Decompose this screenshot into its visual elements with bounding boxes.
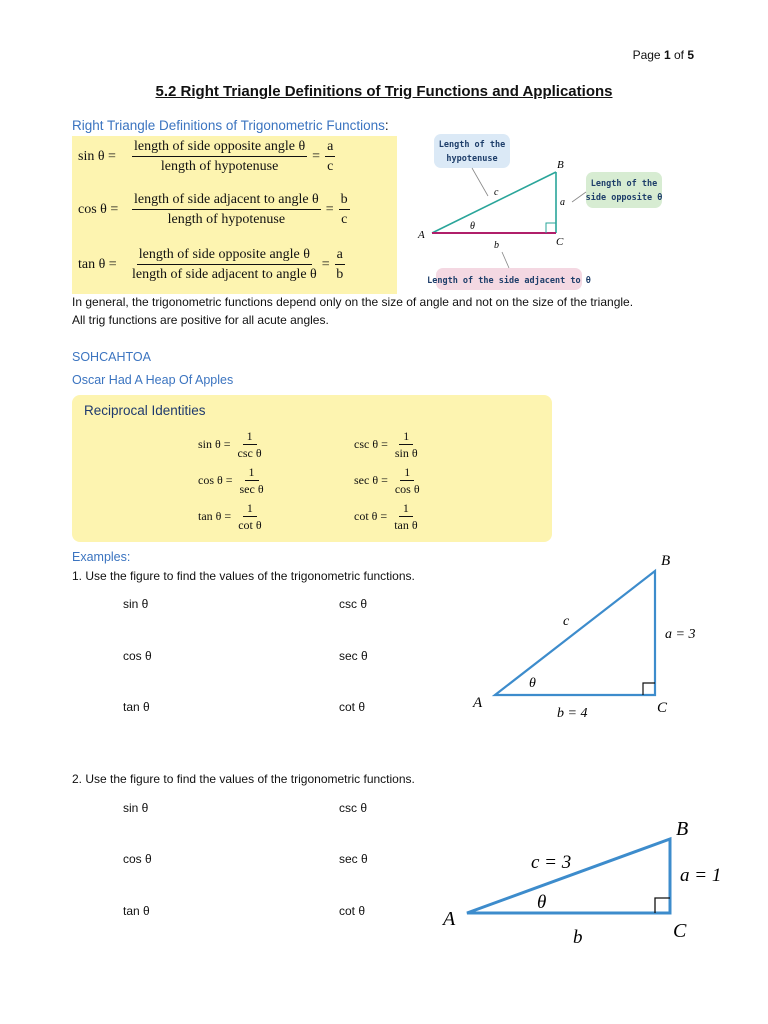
ex2-vertex-a: A bbox=[443, 908, 456, 930]
general-statement: In general, the trigonometric functions depend only on the size of angle and not on the size of the triangle. bbox=[72, 295, 634, 309]
mnemonic-sohcahtoa: SOHCAHTOA bbox=[72, 350, 151, 364]
vertex-c: C bbox=[556, 236, 564, 248]
examples-heading: Examples: bbox=[72, 550, 131, 564]
ex1-side-c: c bbox=[563, 614, 570, 629]
positive-statement: All trig functions are positive for all acute angles. bbox=[72, 313, 329, 327]
ex2-sin-label: sin θ bbox=[123, 801, 149, 815]
ex2-sec-label: sec θ bbox=[339, 852, 368, 866]
cot-reciprocal: cot θ = $\frac{1}{\text{tan θ}}$ bbox=[354, 501, 418, 532]
csc-reciprocal: csc θ = $\frac{1}{\text{sin θ}}$ bbox=[354, 429, 418, 460]
hypotenuse-side bbox=[432, 172, 556, 233]
tan-definition: tan θ = $\frac{\text{length of side opposite angle θ}}{\text{length of side adjacent to angle θ}}$ = $\frac{a}{b}$ bbox=[78, 247, 344, 282]
example-1-triangle bbox=[465, 545, 725, 725]
ex1-sec-label: sec θ bbox=[339, 649, 368, 663]
labeled-triangle-diagram bbox=[410, 132, 690, 294]
ex2-side-b: b bbox=[573, 927, 583, 948]
ex2-vertex-b: B bbox=[676, 818, 689, 840]
theta-label: θ bbox=[470, 221, 475, 232]
ex2-triangle-shape bbox=[467, 839, 670, 913]
mnemonic-oscar: Oscar Had A Heap Of Apples bbox=[72, 373, 234, 387]
ex1-theta: θ bbox=[529, 676, 536, 691]
ex1-cos-label: cos θ bbox=[123, 649, 152, 663]
ex1-side-a: a = 3 bbox=[665, 627, 696, 642]
vertex-b: B bbox=[557, 159, 564, 171]
side-c-label: c bbox=[494, 187, 499, 198]
tan-reciprocal: tan θ = $\frac{1}{\text{cot θ}}$ bbox=[198, 501, 262, 532]
definitions-heading: Right Triangle Definitions of Trigonometric Functions: bbox=[72, 118, 389, 133]
definitions-box bbox=[72, 136, 397, 294]
reciprocal-title: Reciprocal Identities bbox=[84, 403, 206, 418]
ex2-cot-label: cot θ bbox=[339, 904, 366, 918]
hypotenuse-callout-line2: hypotenuse bbox=[446, 154, 498, 164]
reciprocal-identities-box bbox=[72, 395, 552, 542]
ex2-cos-label: cos θ bbox=[123, 852, 152, 866]
sin-reciprocal: sin θ = $\frac{1}{\text{csc θ}}$ bbox=[198, 429, 262, 460]
ex2-vertex-c: C bbox=[673, 920, 687, 942]
ex1-triangle-shape bbox=[495, 571, 655, 695]
ex1-vertex-b: B bbox=[661, 553, 671, 569]
example-2-triangle bbox=[435, 805, 735, 965]
side-a-label: a bbox=[560, 197, 565, 208]
cos-reciprocal: cos θ = $\frac{1}{\text{sec θ}}$ bbox=[198, 465, 264, 496]
ex2-side-a: a = 1 bbox=[680, 865, 722, 886]
ex1-side-b: b = 4 bbox=[557, 706, 588, 721]
hypotenuse-callout-line1: Length of the bbox=[438, 140, 506, 150]
sec-reciprocal: sec θ = $\frac{1}{\text{cos θ}}$ bbox=[354, 465, 420, 496]
ex1-vertex-c: C bbox=[657, 700, 668, 716]
ex1-sin-label: sin θ bbox=[123, 597, 149, 611]
ex2-theta: θ bbox=[537, 892, 547, 913]
ex1-cot-label: cot θ bbox=[339, 700, 366, 714]
page-title: 5.2 Right Triangle Definitions of Trig Functions and Applications bbox=[155, 83, 613, 100]
cos-definition: cos θ = $\frac{\text{length of side adjacent to angle θ}}{\text{length of hypotenuse}}$ = $\frac{b}{c}$ bbox=[78, 192, 348, 227]
ex2-side-c: c = 3 bbox=[531, 852, 572, 873]
ex2-right-angle-mark bbox=[655, 898, 670, 913]
ex2-tan-label: tan θ bbox=[123, 904, 150, 918]
ex1-vertex-a: A bbox=[473, 695, 483, 711]
right-angle-mark bbox=[546, 223, 556, 233]
opposite-callout-line1: Length of the bbox=[590, 179, 658, 189]
example-2-prompt: 2. Use the figure to find the values of the trigonometric functions. bbox=[72, 772, 415, 786]
example-1-prompt: 1. Use the figure to find the values of the trigonometric functions. bbox=[72, 569, 415, 583]
adjacent-callout-text: Length of the side adjacent to θ bbox=[427, 276, 591, 286]
sin-definition: sin θ = $\frac{\text{length of side opposite angle θ}}{\text{length of hypotenuse}}$ = $\frac{a}{c}$ bbox=[78, 139, 334, 174]
opposite-callout-line2: side opposite θ bbox=[585, 193, 663, 203]
ex1-right-angle-mark bbox=[643, 683, 655, 695]
ex2-csc-label: csc θ bbox=[339, 801, 368, 815]
ex1-tan-label: tan θ bbox=[123, 700, 150, 714]
side-b-label: b bbox=[494, 240, 499, 251]
vertex-a: A bbox=[418, 229, 425, 241]
page-number: Page 1 of 5 bbox=[632, 48, 694, 62]
ex1-csc-label: csc θ bbox=[339, 597, 368, 611]
